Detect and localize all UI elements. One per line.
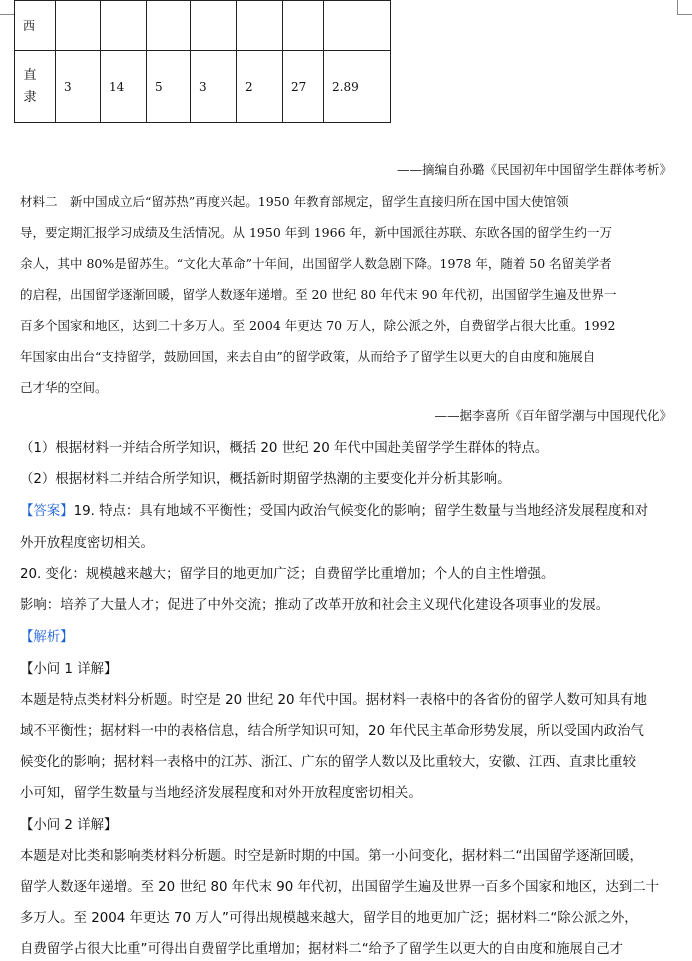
source-citation-2: ——据李喜所《百年留学潮与中国现代化》 xyxy=(434,408,672,423)
table-cell xyxy=(101,1,147,51)
table-cell xyxy=(15,51,56,123)
source-citation-1: ——摘编自孙璐《民国初年中国留学生群体考析》 xyxy=(396,162,672,177)
table-cell: 27 xyxy=(283,51,324,123)
question-2: （2）根据材料二并结合所学知识，概括新时期留学热潮的主要变化并分析其影响。 xyxy=(20,472,511,487)
table-cell: 西 xyxy=(15,1,56,51)
table-cell xyxy=(283,1,324,51)
table-cell xyxy=(191,1,237,51)
analysis-1-line: 小可知，留学生数量与当地经济发展程度和对外开放程度密切相关。 xyxy=(20,786,422,801)
analysis-tag: 【解析】 xyxy=(20,630,74,645)
question-1: （1）根据材料一并结合所学知识，概括 20 世纪 20 年代中国赴美留学学生群体的特点。 xyxy=(20,441,549,456)
table-cell xyxy=(237,1,283,51)
table-cell xyxy=(56,1,101,51)
table-cell: 2.89 xyxy=(324,51,391,123)
sub-question-2-heading: 【小问 2 详解】 xyxy=(20,818,118,833)
crop-mark-top-left xyxy=(0,0,15,15)
impact-line: 影响：培养了大量人才；促进了中外交流；推动了改革开放和社会主义现代化建设各项事业的发展。 xyxy=(20,598,610,613)
table-cell xyxy=(324,1,391,51)
answer-19-text: 19. 特点：具有地域不平衡性；受国内政治气候变化的影响；留学生数量与当地经济发展程度和对 xyxy=(73,504,649,519)
material-2-line: 年国家由出台“支持留学，鼓励回国，来去自由”的留学政策，从而给予了留学生以更大的自由度和施展自 xyxy=(20,349,596,364)
table-cell: 14 xyxy=(101,51,147,123)
analysis-2-line: 自费留学占很大比重”可得出自费留学比重增加；据材料二“给予了留学生以更大的自由度和施展自己才 xyxy=(20,942,624,957)
answer-tag: 【答案】 xyxy=(20,504,74,519)
table-cell: 5 xyxy=(147,51,191,123)
material-2-line: 百多个国家和地区，达到二十多万人。至 2004 年更达 70 万人，除公派之外，自费留学占很大比重。1992 xyxy=(20,318,616,333)
answer-20-line: 20. 变化：规模越来越大；留学目的地更加广泛；自费留学比重增加；个人的自主性增强。 xyxy=(20,567,555,582)
province-label: 直隶 xyxy=(23,67,37,105)
student-data-table xyxy=(14,0,391,123)
sub-question-1-heading: 【小问 1 详解】 xyxy=(20,662,118,677)
analysis-2-line: 多万人。至 2004 年更达 70 万人”可得出规模越来越大，留学目的地更加广泛；据材料二“除公派之外， xyxy=(20,911,638,926)
material-2-line: 导，要定期汇报学习成绩及生活情况。从 1950 年到 1966 年，新中国派往苏联、东欧各国的留学生约一万 xyxy=(20,225,613,240)
table-cell: 2 xyxy=(237,51,283,123)
table-row xyxy=(15,51,391,123)
material-2-line: 材料二 新中国成立后“留苏热”再度兴起。1950 年教育部规定，留学生直接归所在国中国大使馆领 xyxy=(20,194,569,209)
material-2-line: 余人，其中 80%是留苏生。“文化大革命”十年间，出国留学人数急剧下降。1978 年，随着 50 名留美学者 xyxy=(20,256,612,271)
material-2-line: 的启程，出国留学逐渐回暖，留学人数逐年递增。至 20 世纪 80 年代末 90 年代初，出国留学生遍及世界一 xyxy=(20,287,617,302)
table-row xyxy=(15,1,391,51)
analysis-1-line: 域不平衡性；据材料一中的表格信息，结合所学知识可知，20 年代民主革命形势发展，所以受国内政治气 xyxy=(20,724,644,739)
material-2-line: 己才华的空间。 xyxy=(20,380,108,395)
analysis-1-line: 候变化的影响；据材料一表格中的江苏、浙江、广东的留学人数以及比重较大，安徽、江西、直隶比重较 xyxy=(20,755,636,770)
answer-19-line-2: 外开放程度密切相关。 xyxy=(20,536,154,551)
table-cell xyxy=(147,1,191,51)
answer-19-line xyxy=(20,500,672,519)
analysis-2-line: 留学人数逐年递增。至 20 世纪 80 年代末 90 年代初，出国留学生遍及世界一百多个国家和地区，达到二十 xyxy=(20,880,660,895)
table-cell: 3 xyxy=(191,51,237,123)
table-cell: 3 xyxy=(56,51,101,123)
analysis-2-line: 本题是对比类和影响类材料分析题。时空是新时期的中国。第一小问变化，据材料二“出国留学逐渐回暖， xyxy=(20,849,643,864)
crop-mark-top-right xyxy=(677,0,692,15)
analysis-1-line: 本题是特点类材料分析题。时空是 20 世纪 20 年代中国。据材料一表格中的各省份的留学人数可知具有地 xyxy=(20,693,647,708)
